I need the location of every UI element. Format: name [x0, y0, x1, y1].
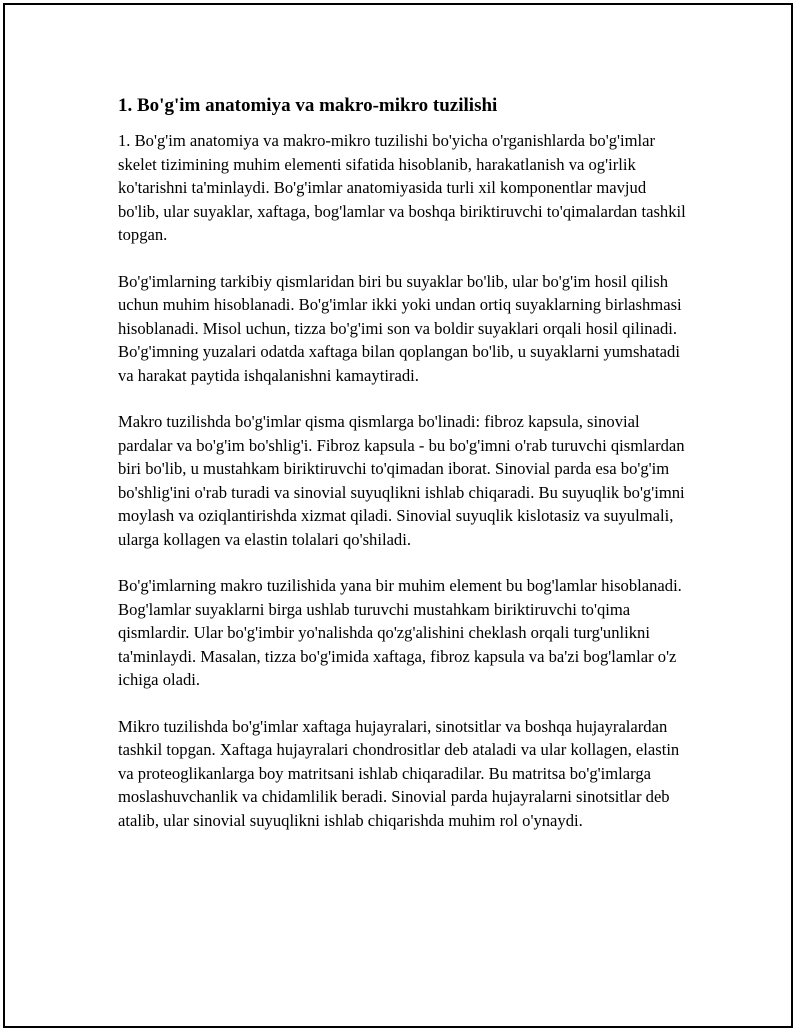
paragraph-ligaments: Bo'g'imlarning makro tuzilishida yana bir muhim element bu bog'lamlar hisoblanadi. Bog'lamlar suyaklarni birga ushlab turuvchi mustahkam biriktiruvchi to'qima qismlardir. Ular bo'g'imbir yo'nalishda qo'zg'alishini cheklash orqali turg'unlikni ta'minlaydi. Masalan, tizza bo'g'imida xaftaga, fibroz kapsula va ba'zi bog'lamlar o'z ichiga oladi. [118, 576, 682, 689]
paragraph-macro-structure: Makro tuzilishda bo'g'imlar qisma qismlarga bo'linadi: fibroz kapsula, sinovial pardalar va bo'g'im bo'shlig'i. Fibroz kapsula - bu bo'g'imni o'rab turuvchi qismlardan biri bo'lib, u mustahkam biriktiruvchi to'qimadan iborat. Sinovial parda esa bo'g'im bo'shlig'ini o'rab turadi va sinovial suyuqlikni ishlab chiqaradi. Bu suyuqlik bo'g'imni moylash va oziqlantirishda xizmat qiladi. Sinovial suyuqlik kislotasiz va suyulmali, ularga kollagen va elastin tolalari qo'shiladi. [118, 412, 685, 549]
document-title: 1. Bo'g'im anatomiya va makro-mikro tuzilishi [118, 95, 498, 116]
paragraph-bones: Bo'g'imlarning tarkibiy qismlaridan biri bu suyaklar bo'lib, ular bo'g'im hosil qilish uchun muhim hisoblanadi. Bo'g'imlar ikki yoki undan ortiq suyaklarning birlashmasi hisoblanadi. Misol uchun, tizza bo'g'imi son va boldir suyaklari orqali hosil qilinadi. Bo'g'imning yuzalari odatda xaftaga bilan qoplangan bo'lib, u suyaklarni yumshatadi va harakat paytida ishqalanishni kamaytiradi. [118, 271, 682, 385]
document-body [118, 93, 688, 855]
paragraph-intro: 1. Bo'g'im anatomiya va makro-mikro tuzilishi bo'yicha o'rganishlarda bo'g'imlar skelet tizimining muhim elementi sifatida hisoblanib, harakatlanish va og'irlik ko'tarishni ta'minlaydi. Bo'g'imlar anatomiyasida turli xil komponentlar mavjud bo'lib, ular suyaklar, xaftaga, bog'lamlar va boshqa biriktiruvchi to'qimalardan tashkil topgan. [118, 131, 686, 244]
paragraph-micro-structure: Mikro tuzilishda bo'g'imlar xaftaga hujayralari, sinotsitlar va boshqa hujayralardan tashkil topgan. Xaftaga hujayralari chondrositlar deb ataladi va ular kollagen, elastin va proteoglikanlarga boy matritsani ishlab chiqaradilar. Bu matritsa bo'g'imlarga moslashuvchanlik va chidamlilik beradi. Sinovial parda hujayralarni sinotsitlar deb atalib, ular sinovial suyuqlikni ishlab chiqarishda muhim rol o'ynaydi. [118, 716, 680, 830]
